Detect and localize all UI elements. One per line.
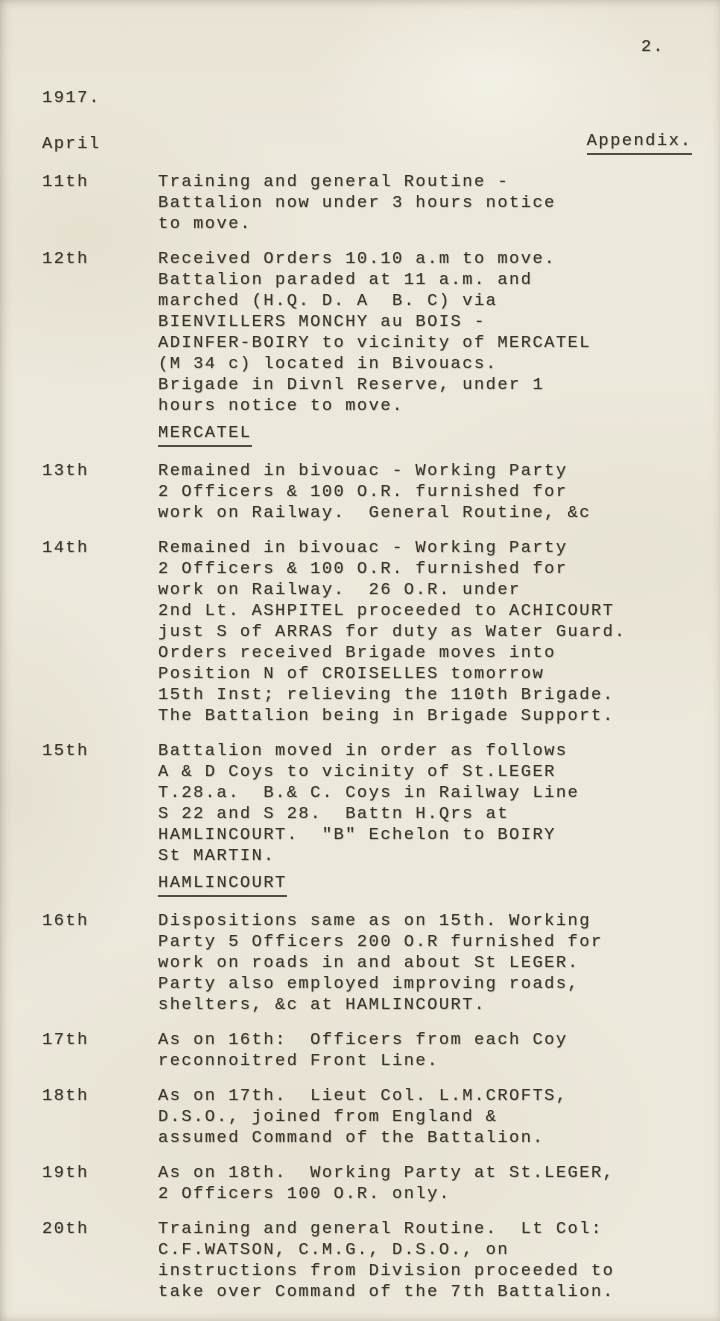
diary-entry [0, 461, 720, 524]
entry-text [158, 461, 720, 524]
entry-date: 16th [42, 912, 89, 931]
entry-text-line: (M 34 c) located in Bivouacs. [158, 355, 498, 374]
diary-entry [0, 172, 720, 235]
entry-text-line: take over Command of the 7th Battalion. [158, 1283, 615, 1302]
entry-text-line: Party also employed improving roads, [158, 975, 580, 994]
diary-entry [0, 1219, 720, 1303]
entry-text-line: C.F.WATSON, C.M.G., D.S.O., on [158, 1241, 510, 1260]
diary-entry [0, 1163, 720, 1205]
entry-text-line: instructions from Division proceeded to [158, 1262, 615, 1281]
entry-text-line: Remained in bivouac - Working Party [158, 539, 568, 558]
entry-text-line: BIENVILLERS MONCHY au BOIS - [158, 313, 486, 332]
entry-text [158, 1030, 720, 1072]
location-heading [158, 423, 720, 447]
entry-text-line: Dispositions same as on 15th. Working [158, 912, 591, 931]
entry-text-line: work on roads in and about St LEGER. [158, 954, 580, 973]
entry-text [158, 249, 720, 417]
entry-text-line: assumed Command of the Battalion. [158, 1129, 545, 1148]
entry-text-line: Remained in bivouac - Working Party [158, 462, 568, 481]
entry-date: 19th [42, 1164, 89, 1183]
entry-text-line: 2nd Lt. ASHPITEL proceeded to ACHICOURT [158, 602, 615, 621]
month-row [42, 131, 692, 155]
entry-text [158, 1219, 720, 1303]
diary-entry [0, 1086, 720, 1149]
entry-text-line: 2 Officers & 100 O.R. furnished for [158, 483, 568, 502]
entry-text-line: Battalion paraded at 11 a.m. and [158, 271, 533, 290]
entry-date: 13th [42, 462, 89, 481]
entry-date: 20th [42, 1220, 89, 1239]
diary-entry [0, 911, 720, 1016]
entry-text-line: A & D Coys to vicinity of St.LEGER [158, 763, 556, 782]
entry-text-line: Position N of CROISELLES tomorrow [158, 665, 545, 684]
entry-text-line: S 22 and S 28. Battn H.Qrs at [158, 805, 510, 824]
entry-date: 14th [42, 539, 89, 558]
diary-entry [0, 741, 720, 867]
entry-text-line: Received Orders 10.10 a.m to move. [158, 250, 556, 269]
entry-text-line: hours notice to move. [158, 397, 404, 416]
entry-text-line: The Battalion being in Brigade Support. [158, 707, 615, 726]
entry-text-line: Orders received Brigade moves into [158, 644, 556, 663]
entry-text [158, 911, 720, 1016]
entry-text-line: As on 18th. Working Party at St.LEGER, [158, 1164, 615, 1183]
location-heading-text: HAMLINCOURT [158, 873, 287, 897]
entry-text-line: shelters, &c at HAMLINCOURT. [158, 996, 486, 1015]
entry-text-line: St MARTIN. [158, 847, 276, 866]
entry-text-line: ADINFER-BOIRY to vicinity of MERCATEL [158, 334, 591, 353]
entry-text-line: Brigade in Divnl Reserve, under 1 [158, 376, 545, 395]
entry-text-line: Training and general Routine. Lt Col: [158, 1220, 603, 1239]
entry-text-line: reconnoitred Front Line. [158, 1052, 439, 1071]
entry-text-line: just S of ARRAS for duty as Water Guard. [158, 623, 627, 642]
entry-text-line: Battalion moved in order as follows [158, 742, 568, 761]
diary-entry [0, 538, 720, 727]
entry-text [158, 741, 720, 867]
entry-text-line: work on Railway. General Routine, &c [158, 504, 591, 523]
location-heading [158, 873, 720, 897]
entry-date: 17th [42, 1031, 89, 1050]
entry-text-line: D.S.O., joined from England & [158, 1108, 498, 1127]
entry-date: 15th [42, 742, 89, 761]
entry-text [158, 1086, 720, 1149]
entry-text [158, 172, 720, 235]
entry-text-line: T.28.a. B.& C. Coys in Railway Line [158, 784, 580, 803]
entry-date: 11th [42, 173, 89, 192]
year-label: 1917. [42, 89, 101, 108]
entry-text-line: 15th Inst; relieving the 110th Brigade. [158, 686, 615, 705]
entry-text-line: As on 16th: Officers from each Coy [158, 1031, 568, 1050]
entry-text-line: As on 17th. Lieut Col. L.M.CROFTS, [158, 1087, 568, 1106]
entry-text-line: work on Railway. 26 O.R. under [158, 581, 521, 600]
location-heading-text: MERCATEL [158, 423, 252, 447]
diary-entry [0, 249, 720, 417]
entry-date: 18th [42, 1087, 89, 1106]
entry-text [158, 1163, 720, 1205]
entry-text-line: Party 5 Officers 200 O.R furnished for [158, 933, 603, 952]
entry-date: 12th [42, 250, 89, 269]
page-number: 2. [641, 38, 665, 57]
diary-entry [0, 1030, 720, 1072]
entry-text-line: 2 Officers 100 O.R. only. [158, 1185, 451, 1204]
month-label: April [42, 135, 101, 154]
page-content [0, 88, 720, 1317]
diary-entries [0, 172, 720, 1303]
entry-text-line: HAMLINCOURT. "B" Echelon to BOIRY [158, 826, 556, 845]
entry-text-line: marched (H.Q. D. A B. C) via [158, 292, 498, 311]
entry-text-line: Training and general Routine - [158, 173, 510, 192]
entry-text-line: Battalion now under 3 hours notice [158, 194, 556, 213]
appendix-label: Appendix. [587, 131, 692, 155]
entry-text [158, 538, 720, 727]
entry-text-line: 2 Officers & 100 O.R. furnished for [158, 560, 568, 579]
entry-text-line: to move. [158, 215, 252, 234]
